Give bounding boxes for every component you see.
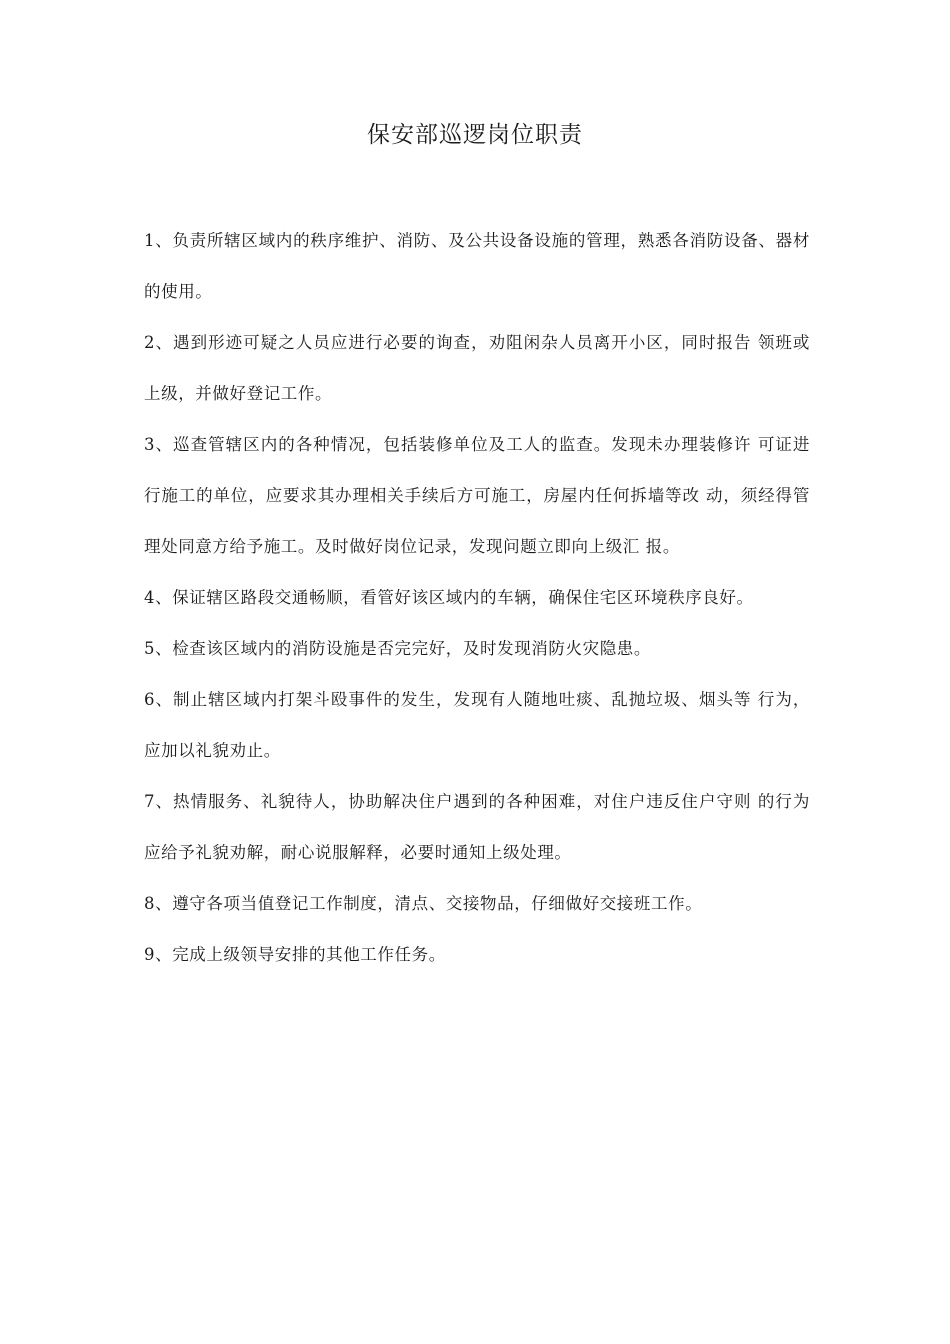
duty-item-4: 4、保证辖区路段交通畅顺，看管好该区域内的车辆，确保住宅区环境秩序良好。 bbox=[144, 588, 754, 607]
document-body bbox=[144, 215, 810, 980]
duty-item-9: 9、完成上级领导安排的其他工作任务。 bbox=[144, 945, 446, 964]
duty-item-6: 6、制止辖区域内打架斗殴事件的发生，发现有人随地吐痰、乱抛垃圾、烟头等 行为，应加以礼貌劝止。 bbox=[144, 690, 810, 760]
duty-item-1: 1、负责所辖区域内的秩序维护、消防、及公共设备设施的管理，熟悉各消防设备、器材的使用。 bbox=[144, 231, 810, 301]
duty-item-2: 2、遇到形迹可疑之人员应进行必要的询查，劝阻闲杂人员离开小区，同时报告 领班或上级，并做好登记工作。 bbox=[144, 333, 810, 403]
duty-item-7: 7、热情服务、礼貌待人，协助解决住户遇到的各种困难，对住户违反住户守则 的行为应给予礼貌劝解，耐心说服解释，必要时通知上级处理。 bbox=[144, 792, 810, 862]
duty-item-8: 8、遵守各项当值登记工作制度，清点、交接物品，仔细做好交接班工作。 bbox=[144, 894, 703, 913]
duty-item-5: 5、检查该区域内的消防设施是否完完好，及时发现消防火灾隐患。 bbox=[144, 639, 651, 658]
duty-item-3: 3、巡查管辖区内的各种情况，包括装修单位及工人的监查。发现未办理装修许 可证进行施工的单位，应要求其办理相关手续后方可施工，房屋内任何拆墙等改 动，须经得管理处同意方给予施工。及时做好岗位记录，发现问题立即向上级汇 报。 bbox=[144, 435, 810, 556]
document-title: 保安部巡逻岗位职责 bbox=[367, 122, 583, 148]
